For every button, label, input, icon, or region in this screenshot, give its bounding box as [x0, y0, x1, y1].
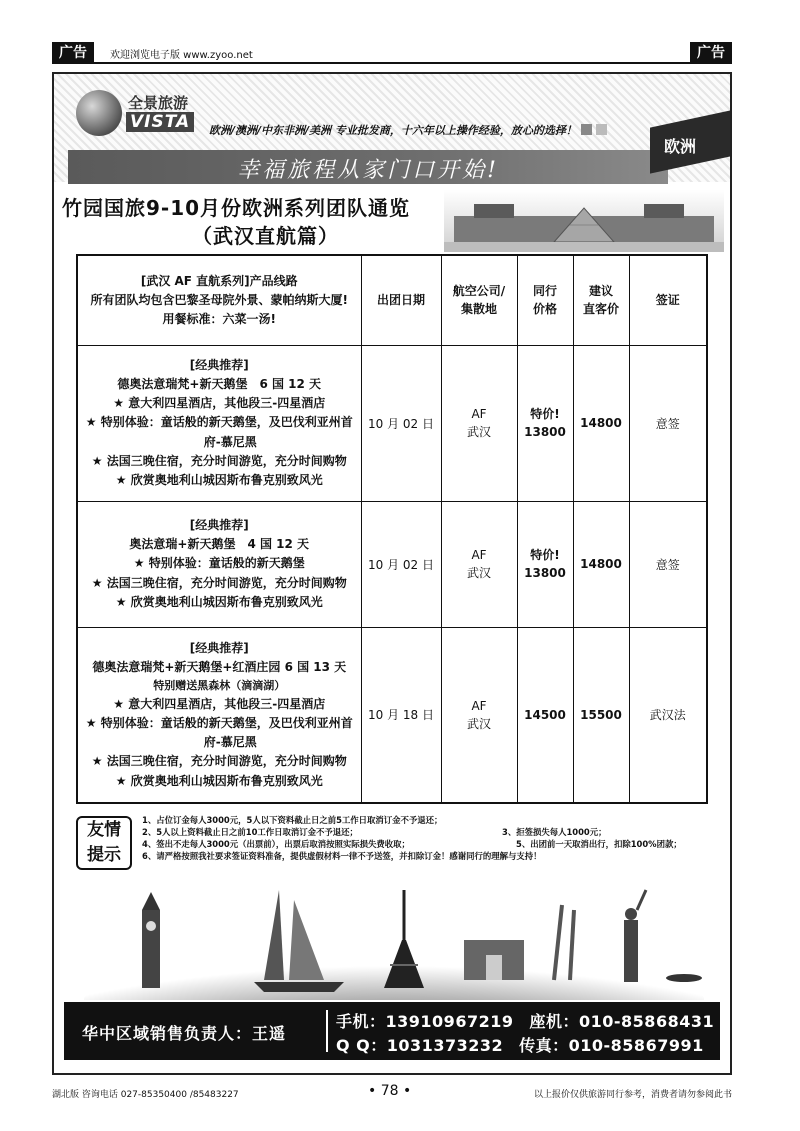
retail-price: 14800 [573, 345, 629, 501]
tour-bonus: 特别赠送黑森林（滴滴湖） [153, 679, 286, 693]
reminder-badge-line2: 提示 [87, 845, 121, 865]
header-retail-line2: 直客价 [582, 302, 619, 317]
visa-type: 意签 [629, 345, 707, 501]
tour-feature: ★ 欣赏奥地利山城因斯布鲁克别致风光 [84, 772, 355, 791]
peer-price [517, 345, 573, 501]
page-subtitle: （武汉直航篇） [192, 224, 339, 248]
page-number: • 78 • [368, 1083, 412, 1099]
departure-date: 10 月 02 日 [361, 501, 441, 627]
tour-feature: ★ 意大利四星酒店，其他段三-四星酒店 [84, 394, 355, 413]
company-tagline [209, 122, 607, 138]
airline-code: AF [471, 548, 487, 562]
tour-tag: [经典推荐] [189, 518, 249, 533]
airline-code: AF [471, 407, 487, 421]
header-airline [441, 255, 517, 345]
special-price-label: 特价! [530, 407, 560, 421]
tour-description [77, 345, 361, 501]
square-icon [581, 124, 592, 135]
reminder-note-6: 6、请严格按照我社要求签证资料准备，提供虚假材料一律不予送签，并扣除订金！感谢同行的理解与支持！ [142, 851, 542, 861]
footer-disclaimer: 以上报价仅供旅游同行参考，消费者请勿参阅此书 [533, 1090, 732, 1100]
reminder-note-5: 5、出团前一天取消出行，扣除100%团款； [516, 839, 682, 849]
header-retail-line1: 建议 [588, 283, 613, 298]
slogan-banner [68, 150, 668, 184]
visa-type: 意签 [629, 501, 707, 627]
contact-row-1 [336, 1009, 714, 1032]
tagline-text: 欧洲/澳洲/中东非洲/美洲 专业批发商，十六年以上操作经验，放心的选择！ [209, 124, 577, 137]
contact-banner [64, 1002, 720, 1060]
tour-feature: ★ 特别体验：童话般的新天鹅堡 [84, 554, 355, 573]
landline-number: 010-85868431 [579, 1012, 715, 1031]
reminder-note-3: 3、拒签损失每人1000元； [502, 827, 607, 837]
louvre-illustration [444, 190, 724, 252]
fax-number: 010-85867991 [568, 1036, 704, 1055]
region-tab-label: 欧洲 [664, 137, 697, 157]
top-rule [52, 62, 732, 64]
fax-label: 传真： [519, 1036, 569, 1055]
header-peer-line2: 价格 [532, 302, 557, 317]
peer-price-value: 13800 [524, 425, 566, 439]
header-route-note: 所有团队均包含巴黎圣母院外景、蒙帕纳斯大厦! [90, 292, 348, 307]
header-peer-line1: 同行 [532, 283, 557, 298]
peer-price [517, 501, 573, 627]
ad-label-left: 广告 [52, 42, 94, 64]
hub-city: 武汉 [466, 425, 491, 439]
reminder-note-2: 2、5人以上资料截止日之前10工作日取消订金不予退还； [142, 827, 358, 837]
retail-price: 15500 [573, 627, 629, 803]
tour-table [76, 254, 708, 804]
reminder-badge-line1: 友情 [87, 820, 121, 840]
header-airline-line2: 集散地 [460, 302, 497, 317]
qq-label: Q Q： [336, 1036, 387, 1055]
website-banner: 欢迎浏览电子版 www.zyoo.net [110, 50, 253, 61]
friendly-reminder [76, 814, 716, 874]
header-retail-price [573, 255, 629, 345]
page-footer [52, 1083, 732, 1102]
special-price-label: 特价! [530, 548, 560, 562]
tour-tag: [经典推荐] [189, 640, 249, 655]
header-route [77, 255, 361, 345]
table-header-row [77, 255, 707, 345]
vista-logo [76, 86, 206, 144]
airline-code: AF [471, 698, 487, 713]
logo-chinese: 全景旅游 [128, 94, 189, 112]
top-bar [52, 42, 732, 64]
header-visa: 签证 [629, 255, 707, 345]
page-title: 竹园国旅9-10月份欧洲系列团队通览 [62, 196, 411, 220]
tour-feature: ★ 法国三晚住宿，充分时间游览，充分时间购物 [84, 752, 355, 771]
header-airline-line1: 航空公司/ [452, 283, 506, 298]
mobile-label: 手机： [336, 1012, 386, 1031]
table-row [77, 501, 707, 627]
tour-name: 德奥法意瑞梵+新天鹅堡 6 国 12 天 [117, 377, 322, 392]
ad-label-right: 广告 [690, 42, 732, 64]
reminder-note-1: 1、占位订金每人3000元，5人以下资料截止日之前5工作日取消订金不予退还； [142, 815, 443, 825]
tour-feature: ★ 欣赏奥地利山城因斯布鲁克别致风光 [84, 471, 355, 490]
table-row [77, 627, 707, 803]
advertisement-frame [52, 72, 732, 1075]
header-date: 出团日期 [361, 255, 441, 345]
header-route-title: [武汉 AF 直航系列]产品线路 [140, 274, 298, 289]
tour-feature-continued: 府-慕尼黑 [203, 735, 257, 750]
tour-description [77, 501, 361, 627]
sales-manager: 华中区域销售负责人：王遥 [82, 1024, 287, 1043]
tour-description [77, 627, 361, 803]
visa-type: 武汉法 [629, 627, 707, 803]
reminder-note-4: 4、签出不走每人3000元（出票前），出票后取消按照实际损失费收取； [142, 839, 410, 849]
qq-number: 1031373232 [386, 1036, 504, 1055]
airline-hub [441, 345, 517, 501]
reminder-badge [76, 816, 132, 870]
landline-label: 座机： [529, 1012, 579, 1031]
airline-hub [441, 627, 517, 803]
peer-price-value: 13800 [524, 566, 566, 580]
landmarks-collage [84, 870, 704, 1000]
table-row [77, 345, 707, 501]
contact-divider [326, 1010, 328, 1052]
hub-city: 武汉 [466, 716, 491, 731]
retail-price: 14800 [573, 501, 629, 627]
logo-english: VISTA [126, 112, 194, 132]
hub-city: 武汉 [466, 566, 491, 580]
tour-feature: ★ 法国三晚住宿，充分时间游览，充分时间购物 [84, 574, 355, 593]
departure-date: 10 月 02 日 [361, 345, 441, 501]
square-icon [596, 124, 607, 135]
tour-feature: ★ 意大利四星酒店，其他段三-四星酒店 [84, 695, 355, 714]
header-peer-price [517, 255, 573, 345]
tour-feature: ★ 法国三晚住宿，充分时间游览，充分时间购物 [84, 452, 355, 471]
tour-name: 德奥法意瑞梵+新天鹅堡+红酒庄园 6 国 13 天 [92, 659, 347, 674]
tour-feature: ★ 特别体验：童话般的新天鹅堡，及巴伐利亚州首 [84, 413, 355, 432]
tour-feature: ★ 特别体验：童话般的新天鹅堡，及巴伐利亚州首 [84, 714, 355, 733]
contact-row-2 [336, 1033, 704, 1056]
tour-name: 奥法意瑞+新天鹅堡 4 国 12 天 [129, 537, 310, 552]
peer-price: 14500 [517, 627, 573, 803]
airline-hub [441, 501, 517, 627]
footer-consult: 湖北版 咨询电话 027-85350400 /85483227 [52, 1090, 239, 1100]
globe-icon [76, 90, 122, 136]
departure-date: 10 月 18 日 [361, 627, 441, 803]
tour-feature-continued: 府-慕尼黑 [203, 434, 257, 449]
slogan-text: 幸福旅程从家门口开始! [237, 158, 499, 183]
tour-feature: ★ 欣赏奥地利山城因斯布鲁克别致风光 [84, 593, 355, 612]
tour-tag: [经典推荐] [189, 357, 249, 372]
header-route-meal: 用餐标准：六菜一汤! [162, 311, 276, 326]
mobile-number: 13910967219 [385, 1012, 514, 1031]
